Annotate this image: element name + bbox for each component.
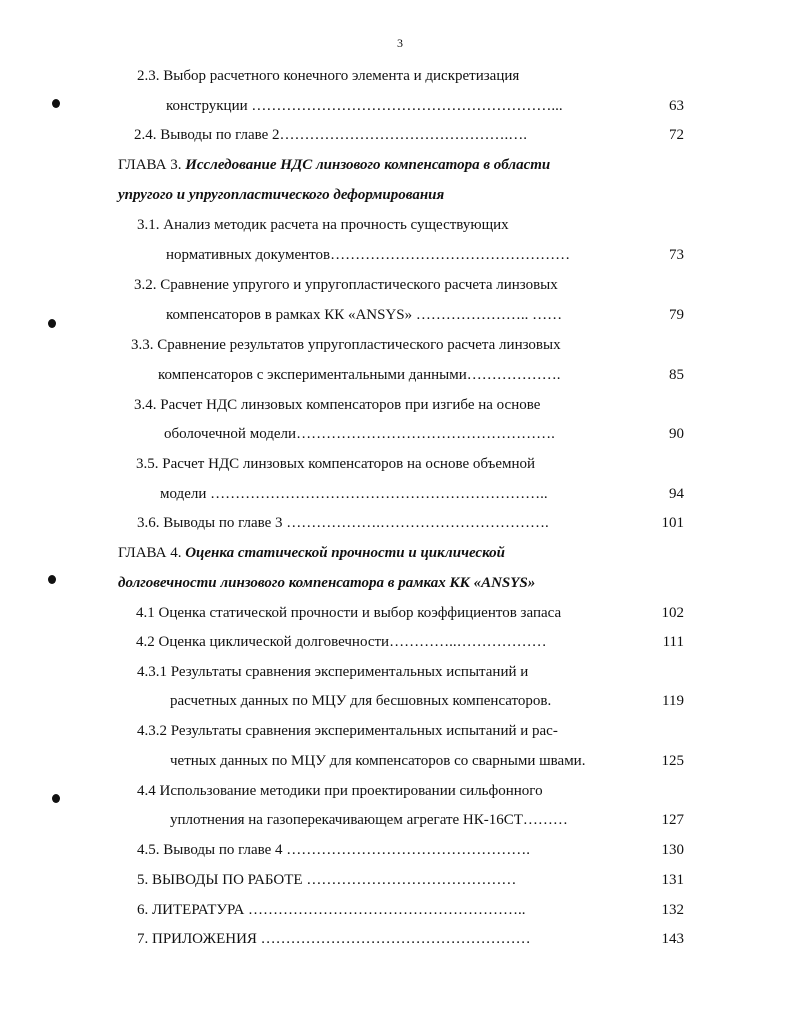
toc-page-4-4: 127 [661, 812, 684, 828]
toc-page-5: 131 [661, 872, 684, 888]
chapter-3-title-line2: упругого и упругопластического деформирования [118, 187, 445, 203]
toc-page-4-3-2: 125 [661, 753, 684, 769]
chapter-4-title-line1: Оценка статической прочности и циклической [185, 545, 505, 561]
toc-page-6: 132 [661, 902, 684, 918]
toc-entry-3-3-line2: компенсаторов с экспериментальными данными………………. [158, 367, 561, 383]
toc-entry-3-5-line1: 3.5. Расчет НДС линзовых компенсаторов на основе объемной [136, 456, 536, 472]
toc-entry-4-3-2-line1: 4.3.2 Результаты сравнения экспериментальных испытаний и рас- [137, 723, 558, 739]
toc-entry-3-2-line2: компенсаторов в рамках КК «ANSYS» ………………….. …… [166, 307, 563, 323]
punch-hole-mark [48, 319, 56, 328]
toc-page-2-3: 63 [669, 98, 684, 114]
toc-entry-2-3-line1: 2.3. Выбор расчетного конечного элемента и дискретизация [137, 68, 520, 84]
toc-entry-4-3-2-line2: четных данных по МЦУ для компенсаторов со сварными швами. [170, 753, 586, 769]
chapter-3-heading [118, 155, 550, 175]
chapter-3-title-line1: Исследование НДС линзового компенсатора в области [185, 157, 551, 173]
toc-entry-7: 7. ПРИЛОЖЕНИЯ ……………………………………………… [137, 931, 531, 947]
toc-page-4-5: 130 [661, 842, 684, 858]
page-number: 3 [397, 36, 403, 50]
toc-page-3-4: 90 [669, 426, 684, 442]
toc-page-3-1: 73 [669, 247, 684, 263]
chapter-4-heading [118, 543, 505, 563]
chapter-4-label: ГЛАВА 4. [118, 545, 182, 561]
toc-entry-3-1-line1: 3.1. Анализ методик расчета на прочность существующих [137, 217, 509, 233]
toc-entry-3-2-line1: 3.2. Сравнение упругого и упругопластического расчета линзовых [134, 277, 558, 293]
toc-entry-4-2: 4.2 Оценка циклической долговечности…………..……………… [136, 634, 547, 650]
toc-page-3-2: 79 [669, 307, 684, 323]
toc-entry-3-1-line2: нормативных документов………………………………………… [166, 247, 571, 263]
punch-hole-mark [52, 794, 60, 803]
toc-entry-4-4-line1: 4.4 Использование методики при проектировании сильфонного [137, 783, 543, 799]
punch-hole-mark [52, 99, 60, 108]
toc-entry-4-3-1-line1: 4.3.1 Результаты сравнения экспериментальных испытаний и [137, 664, 529, 680]
toc-entry-3-4-line2: оболочечной модели……………………………………………. [164, 426, 555, 442]
toc-entry-2-4: 2.4. Выводы по главе 2……………………………………….…. [134, 127, 528, 143]
toc-entry-4-5: 4.5. Выводы по главе 4 …………………………………………. [137, 842, 531, 858]
toc-entry-3-6: 3.6. Выводы по главе 3 ……………….……………………………. [137, 515, 549, 531]
toc-entry-6: 6. ЛИТЕРАТУРА ……………………………………………….. [137, 902, 526, 918]
toc-page-2-4: 72 [669, 127, 684, 143]
toc-page-3-3: 85 [669, 367, 684, 383]
toc-page-4-3-1: 119 [662, 693, 684, 709]
toc-entry-3-5-line2: модели ………………………………………………………….. [160, 486, 548, 502]
toc-page-4-2: 111 [662, 634, 684, 650]
chapter-3-label: ГЛАВА 3. [118, 157, 182, 173]
chapter-4-title-line2: долговечности линзового компенсатора в рамках КК «ANSYS» [118, 575, 536, 591]
toc-page-3-6: 101 [661, 515, 684, 531]
punch-hole-mark [48, 575, 56, 584]
toc-entry-2-3-line2: конструкции ……………………………………………………... [166, 98, 563, 114]
toc-entry-4-4-line2: уплотнения на газоперекачивающем агрегате НК-16СТ……… [170, 812, 568, 828]
toc-entry-3-4-line1: 3.4. Расчет НДС линзовых компенсаторов при изгибе на основе [134, 397, 541, 413]
toc-entry-3-3-line1: 3.3. Сравнение результатов упругопластического расчета линзовых [131, 337, 561, 353]
toc-entry-4-3-1-line2: расчетных данных по МЦУ для бесшовных компенсаторов. [170, 693, 552, 709]
toc-entry-4-1: 4.1 Оценка статической прочности и выбор коэффициентов запаса [136, 605, 562, 621]
toc-page-7: 143 [661, 931, 684, 947]
toc-entry-5: 5. ВЫВОДЫ ПО РАБОТЕ …………………………………… [137, 872, 517, 888]
toc-page-4-1: 102 [661, 605, 684, 621]
toc-page-3-5: 94 [669, 486, 684, 502]
